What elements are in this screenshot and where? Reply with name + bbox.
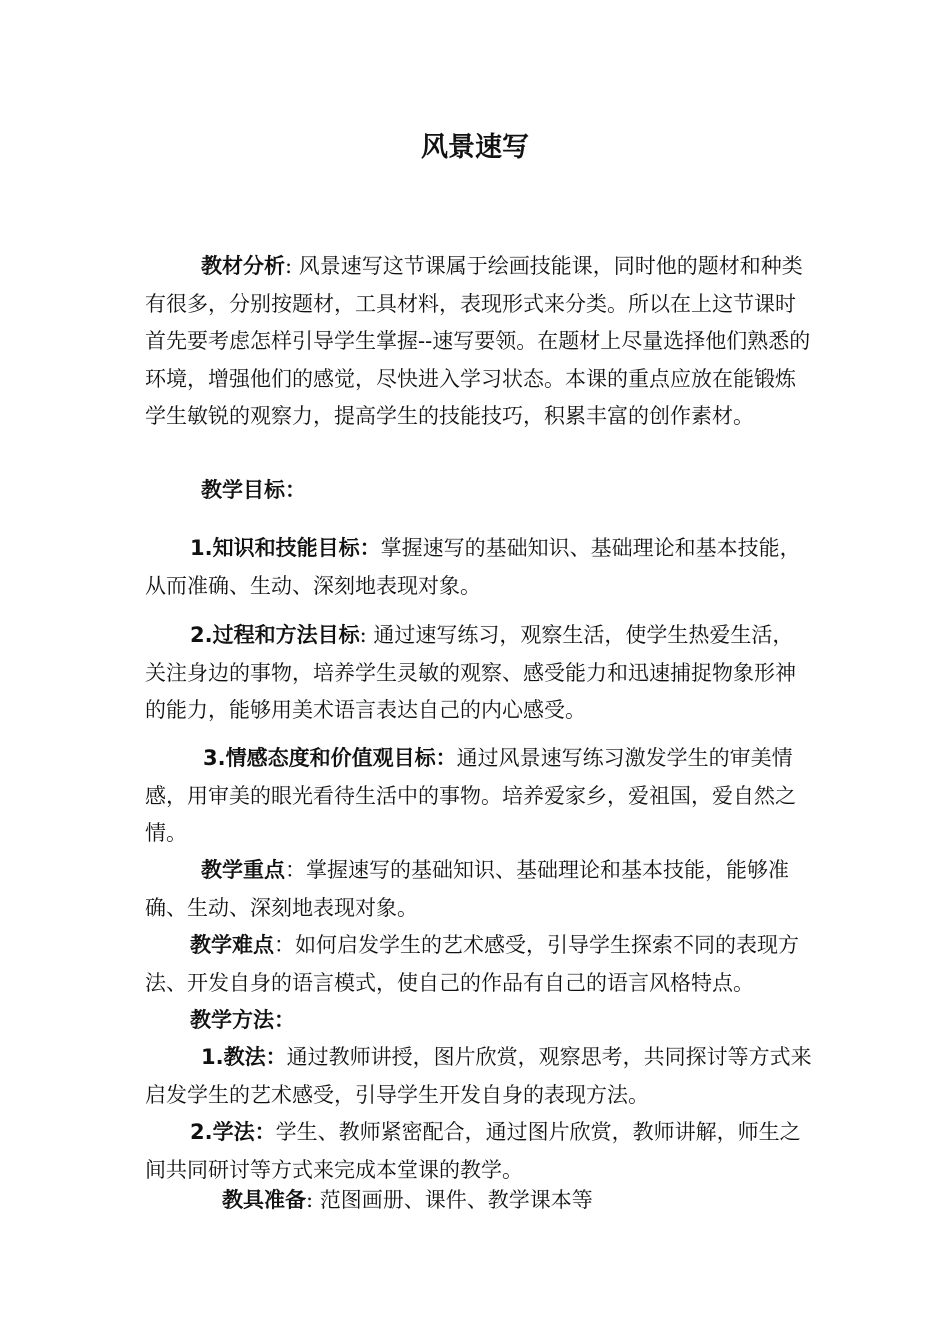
- teaching-key-point-paragraph: [145, 852, 813, 927]
- teaching-tools-paragraph: [145, 1182, 813, 1220]
- difficulty-text: ：如何启发学生的艺术感受，引导学生探索不同的表现方法、开发自身的语言模式，使自己的作品有自己的语言风格特点。: [145, 933, 799, 995]
- goal-process-text: : 通过速写练习，观察生活，使学生热爱生活，关注身边的事物，培养学生灵敏的观察、感受能力和迅速捕捉物象形神的能力，能够用美术语言表达自己的内心感受。: [145, 623, 796, 722]
- goal-knowledge-paragraph: [145, 530, 813, 605]
- method-teaching-paragraph: [145, 1039, 813, 1114]
- goal-process-label: 2.过程和方法目标: [190, 623, 360, 647]
- goal-emotion-label: 3.情感态度和价值观目标：: [203, 746, 457, 770]
- goal-emotion-paragraph: [145, 740, 813, 853]
- method-learning-text: 学生、教师紧密配合，通过图片欣赏，教师讲解，师生之间共同研讨等方式来完成本堂课的教学。: [145, 1120, 801, 1182]
- material-analysis-paragraph: [145, 248, 813, 436]
- goal-emotion-text: 通过风景速写练习激发学生的审美情感，用审美的眼光看待生活中的事物。培养爱家乡，爱祖国，爱自然之情。: [145, 746, 796, 845]
- goal-process-paragraph: [145, 617, 813, 730]
- goal-knowledge-text: 掌握速写的基础知识、基础理论和基本技能，从而准确、生动、深刻地表现对象。: [145, 536, 801, 598]
- material-analysis-label: 教材分析: [201, 254, 285, 278]
- teaching-goals-heading: 教学目标：: [201, 478, 306, 502]
- difficulty-label: 教学难点: [190, 933, 274, 957]
- material-analysis-text: : 风景速写这节课属于绘画技能课，同时他的题材和种类有很多，分别按题材，工具材料，表现形式来分类。所以在上这节课时首先要考虑怎样引导学生掌握--速写要领。在题材上尽量选择他们熟悉的环境，增强他们的感觉，尽快进入学习状态。本课的重点应放在能锻炼学生敏锐的观察力，提高学生的技能技巧，积累丰富的创作素材。: [145, 254, 811, 428]
- method-teaching-text: 通过教师讲授，图片欣赏，观察思考，共同探讨等方式来启发学生的艺术感受，引导学生开发自身的表现方法。: [145, 1045, 812, 1107]
- key-point-label: 教学重点: [201, 858, 285, 882]
- teaching-methods-heading: 教学方法：: [190, 1008, 295, 1032]
- page-title: 风景速写: [421, 132, 529, 163]
- teaching-tools-text: : 范图画册、课件、教学课本等: [306, 1188, 593, 1212]
- method-learning-paragraph: [145, 1114, 813, 1189]
- method-learning-label: 2.学法：: [190, 1120, 276, 1144]
- teaching-tools-label: 教具准备: [222, 1188, 306, 1212]
- goal-knowledge-label: 1.知识和技能目标：: [190, 536, 381, 560]
- teaching-difficulty-paragraph: [145, 927, 813, 1002]
- method-teaching-label: 1.教法：: [201, 1045, 287, 1069]
- key-point-text: ：掌握速写的基础知识、基础理论和基本技能，能够准确、生动、深刻地表现对象。: [145, 858, 789, 920]
